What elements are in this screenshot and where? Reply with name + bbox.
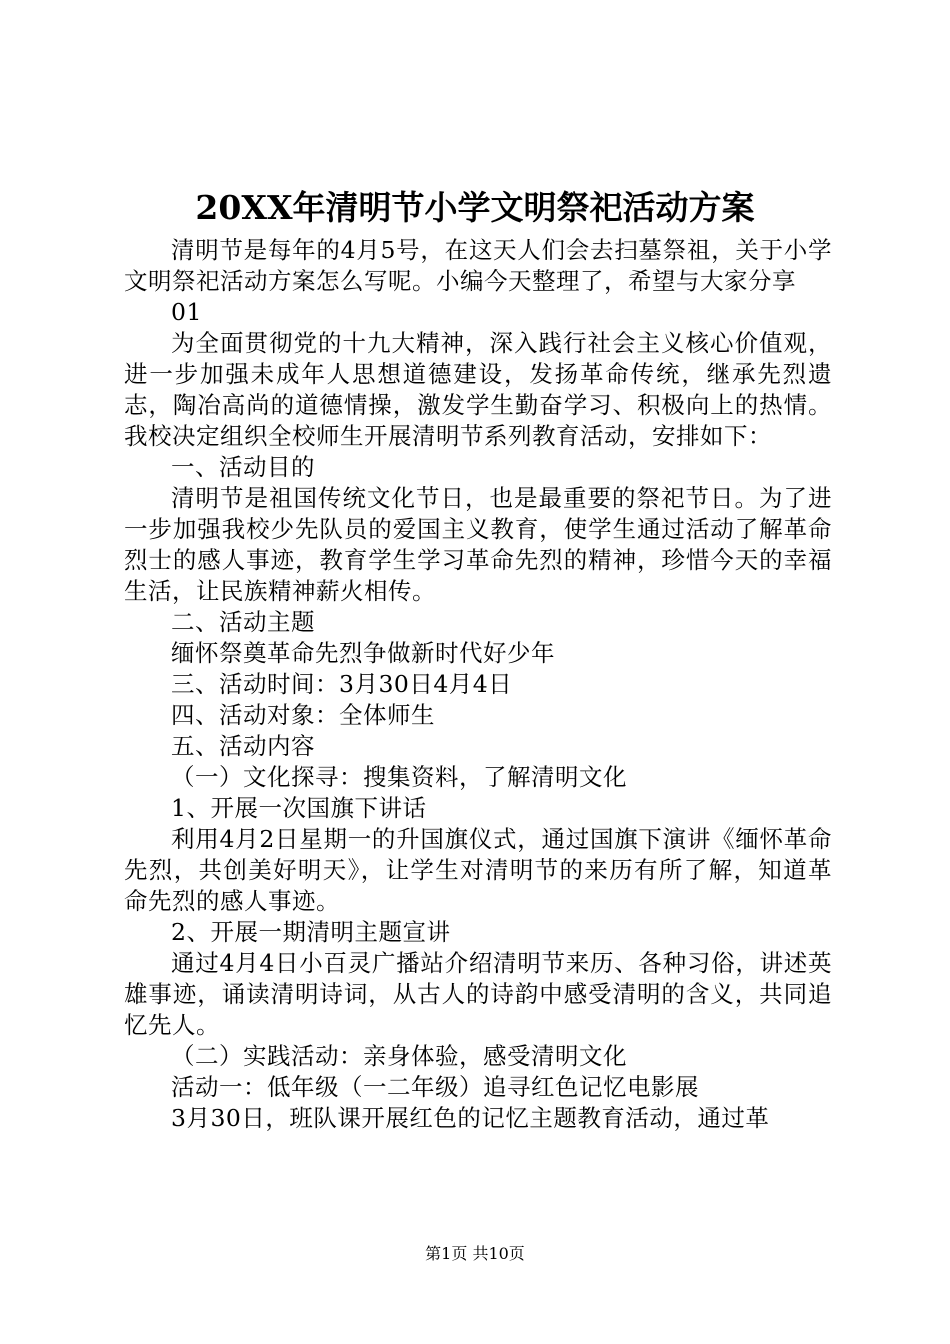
paragraph-intro: 清明节是每年的4月5号，在这天人们会去扫墓祭祖，关于小学文明祭祀活动方案怎么写呢。小编今天整理了，希望与大家分享	[124, 236, 832, 295]
paragraph-section-number: 01	[171, 298, 202, 326]
paragraph-flag-speech: 利用4月2日星期一的升国旗仪式，通过国旗下演讲《缅怀革命先烈，共创美好明天》，让学生对清明节的来历有所了解，知道革命先烈的感人事迹。	[124, 825, 832, 915]
heading-participants: 四、活动对象：全体师生	[171, 701, 435, 729]
paragraph-theme: 缅怀祭奠革命先烈争做新时代好少年	[171, 639, 555, 667]
heading-theme: 二、活动主题	[171, 608, 315, 636]
document-title: 20XX年清明节小学文明祭祀活动方案	[195, 188, 755, 227]
document-body	[124, 235, 832, 1134]
item-theme-lecture: 2、开展一期清明主题宣讲	[171, 918, 451, 946]
paragraph-theme-lecture: 通过4月4日小百灵广播站介绍清明节来历、各种习俗，讲述英雄事迹，诵读清明诗词，从古人的诗韵中感受清明的含义，共同追忆先人。	[124, 949, 832, 1039]
heading-content: 五、活动内容	[171, 732, 315, 760]
heading-purpose: 一、活动目的	[171, 453, 315, 481]
subheading-practice: （二）实践活动：亲身体验，感受清明文化	[171, 1042, 627, 1070]
paragraph-activity-one: 3月30日，班队课开展红色的记忆主题教育活动，通过革	[171, 1104, 770, 1132]
paragraph-purpose: 清明节是祖国传统文化节日，也是最重要的祭祀节日。为了进一步加强我校少先队员的爱国主义教育，使学生通过活动了解革命烈士的感人事迹，教育学生学习革命先烈的精神，珍惜今天的幸福生活，让民族精神薪火相传。	[124, 484, 832, 605]
item-flag-speech: 1、开展一次国旗下讲话	[171, 794, 427, 822]
item-activity-one: 活动一：低年级（一二年级）追寻红色记忆电影展	[171, 1073, 699, 1101]
page-footer: 第1页 共10页	[425, 1244, 525, 1263]
subheading-culture-exploration: （一）文化探寻：搜集资料，了解清明文化	[171, 763, 627, 791]
heading-time: 三、活动时间：3月30日4月4日	[171, 670, 513, 698]
paragraph-preface: 为全面贯彻党的十九大精神，深入践行社会主义核心价值观，进一步加强未成年人思想道德建设，发扬革命传统，继承先烈遗志，陶冶高尚的道德情操，激发学生勤奋学习、积极向上的热情。我校决定组织全校师生开展清明节系列教育活动，安排如下：	[124, 329, 832, 450]
